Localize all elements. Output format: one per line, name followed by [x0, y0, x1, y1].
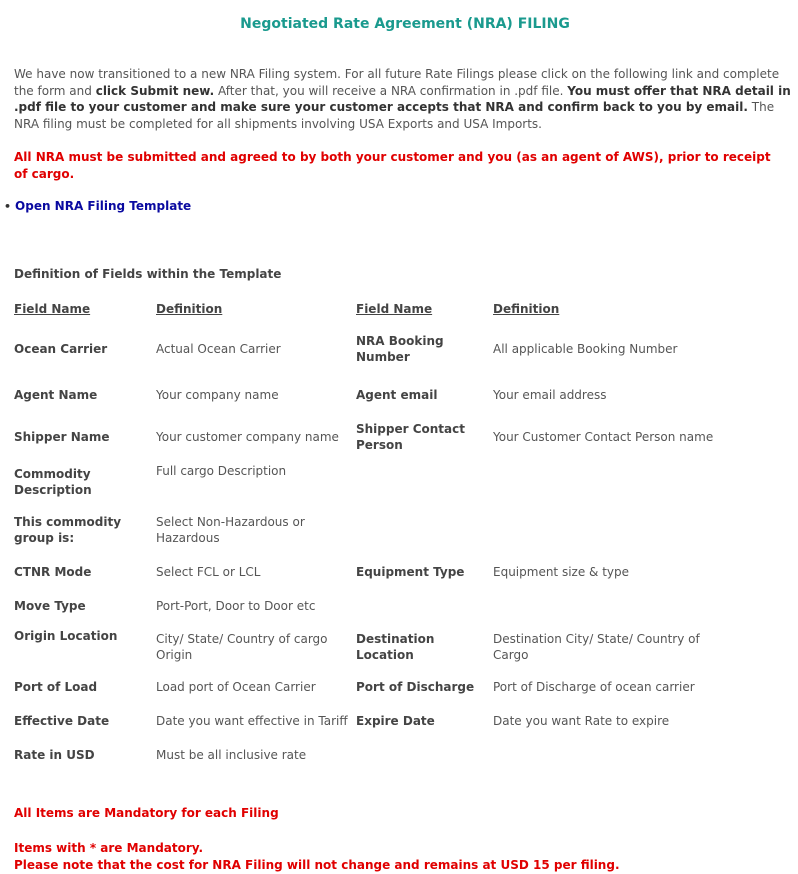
field-definition: Select FCL or LCL — [156, 565, 261, 579]
field-name: Origin Location — [14, 629, 118, 643]
field-name — [356, 589, 493, 623]
table-row — [14, 458, 714, 505]
field-definition: Your company name — [156, 388, 279, 402]
field-name: Equipment Type — [356, 565, 465, 579]
field-definition: Port of Discharge of ocean carrier — [493, 680, 695, 694]
page-title: Negotiated Rate Agreement (NRA) FILING — [240, 16, 570, 32]
field-definition: Your email address — [493, 388, 607, 402]
header-field-name-2: Field Name — [356, 302, 433, 316]
field-name: Port of Discharge — [356, 680, 475, 694]
table-row — [14, 589, 714, 623]
field-name: Ocean Carrier — [14, 342, 108, 356]
field-name: Commodity Description — [14, 466, 92, 497]
field-definition: Actual Ocean Carrier — [156, 342, 281, 356]
field-definition — [493, 589, 714, 623]
table-row — [14, 374, 714, 416]
field-definition: Select Non-Hazardous or Hazardous — [156, 515, 305, 545]
field-definition: Date you want effective in Tariff — [156, 714, 348, 728]
table-row — [14, 416, 714, 458]
mandatory-items-note: Items with * are Mandatory. — [14, 841, 204, 855]
open-nra-template-link[interactable]: Open NRA Filing Template — [15, 199, 192, 213]
table-row — [14, 555, 714, 589]
field-definition: All applicable Booking Number — [493, 342, 678, 356]
mandatory-notice: All Items are Mandatory for each Filing — [14, 806, 279, 820]
intro-bold-1: click Submit new. — [95, 83, 215, 98]
field-name: Move Type — [14, 599, 86, 613]
field-definition: Equipment size & type — [493, 565, 630, 579]
field-name: Shipper Contact Person — [356, 422, 465, 452]
field-name: NRA Booking Number — [356, 334, 444, 364]
field-definition: Load port of Ocean Carrier — [156, 680, 316, 694]
filing-cost-note: Please note that the cost for NRA Filing will not change and remains at USD 15 per filing. — [14, 857, 620, 872]
field-name: Port of Load — [14, 680, 98, 694]
header-definition-2: Definition — [493, 302, 560, 316]
intro-paragraph — [14, 66, 794, 132]
field-definition — [493, 738, 714, 772]
field-definition: Destination City/ State/ Country of Cargo — [493, 631, 700, 662]
field-definition: Your customer company name — [156, 430, 339, 444]
field-definitions-table — [14, 294, 714, 772]
bullet-icon: • — [4, 200, 12, 213]
field-name: Agent email — [356, 388, 438, 402]
field-definition — [493, 458, 714, 505]
field-definition: Port-Port, Door to Door etc — [156, 599, 316, 613]
field-name: Effective Date — [14, 714, 110, 728]
definitions-heading: Definition of Fields within the Template — [14, 267, 282, 281]
field-name — [356, 738, 493, 772]
field-name: Agent Name — [14, 388, 98, 402]
table-row — [14, 623, 714, 670]
field-name: CTNR Mode — [14, 565, 92, 579]
field-name: Rate in USD — [14, 748, 95, 762]
field-definition: City/ State/ Country of cargo Origin — [156, 631, 328, 662]
table-row — [14, 738, 714, 772]
intro-text-3: The NRA filing must be completed for all shipments involving USA Exports and USA Imports. — [14, 100, 775, 131]
header-definition: Definition — [156, 302, 223, 316]
header-field-name: Field Name — [14, 302, 91, 316]
template-link-item — [4, 199, 191, 213]
table-row — [14, 670, 714, 704]
field-definition: Must be all inclusive rate — [156, 748, 307, 762]
field-name: Expire Date — [356, 714, 435, 728]
field-name: This commodity group is: — [14, 515, 122, 545]
table-header-row — [14, 294, 714, 324]
table-row — [14, 704, 714, 738]
cost-note — [14, 840, 620, 873]
table-row — [14, 324, 714, 374]
field-name: Destination Location — [356, 631, 435, 662]
field-name: Shipper Name — [14, 430, 110, 444]
intro-text-1: We have now transitioned to a new NRA Filing system. For all future Rate Filings please click on the following link and complete the form and — [14, 67, 780, 98]
warning-text: All NRA must be submitted and agreed to by both your customer and you (as an agent of AWS), prior to receipt of cargo. — [14, 150, 771, 181]
intro-text-2: After that, you will receive a NRA confirmation in .pdf file. — [214, 83, 568, 98]
field-definition: Full cargo Description — [156, 464, 287, 478]
field-name — [356, 505, 493, 555]
table-row — [14, 505, 714, 555]
field-name — [356, 458, 493, 505]
field-definition: Date you want Rate to expire — [493, 714, 670, 728]
intro-bold-2: You must offer that NRA detail in .pdf file to your customer and make sure your customer accepts that NRA and confirm back to you by email. — [14, 83, 791, 114]
field-definition — [493, 505, 714, 555]
field-definition: Your Customer Contact Person name — [493, 430, 714, 444]
